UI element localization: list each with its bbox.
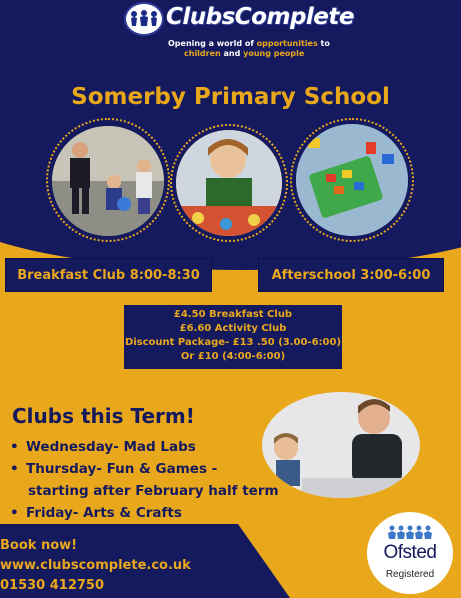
list-item: • Friday- Arts & Crafts [10, 502, 279, 524]
tagline-highlight: opportunities [256, 39, 318, 48]
book-now-cta: Book now! [0, 538, 78, 553]
building-blocks-photo [296, 124, 408, 236]
ofsted-wordmark: Ofsted [383, 542, 437, 563]
tagline-highlight: children [184, 49, 221, 58]
tagline-text: and [220, 49, 244, 58]
club-text: Wednesday- Mad Labs [26, 439, 196, 455]
list-item: • Wednesday- Mad Labs [10, 436, 279, 458]
phone-number: 01530 412750 [0, 578, 105, 593]
price-list [124, 305, 342, 369]
tagline-text: to [317, 39, 330, 48]
child-crafts-photo [176, 130, 282, 236]
website-link[interactable]: www.clubscomplete.co.uk [0, 558, 191, 573]
tagline-line-2 [184, 49, 304, 58]
brand-name: ClubsComplete [166, 4, 354, 30]
tagline-highlight: young people [243, 49, 305, 58]
list-item [10, 480, 279, 502]
children-badge-icon [124, 2, 164, 36]
clubs-list [10, 436, 279, 524]
list-item: • Thursday- Fun & Games - [10, 458, 279, 480]
ofsted-badge [367, 512, 453, 594]
price-line: Discount Package- £13 .50 (3.00-6:00) [124, 337, 342, 348]
club-text: Thursday- Fun & Games - [26, 461, 218, 477]
tagline-line-1 [168, 38, 330, 49]
school-title: Somerby Primary School [71, 84, 390, 110]
staff-with-child-photo [262, 392, 420, 498]
price-line: £6.60 Activity Club [179, 323, 287, 334]
contact-block [0, 536, 191, 596]
tagline-text: Opening a world of [168, 39, 257, 48]
club-text: Friday- Arts & Crafts [26, 505, 182, 521]
ofsted-status: Registered [385, 569, 435, 580]
children-outdoor-photo [52, 126, 164, 236]
clubs-heading: Clubs this Term! [12, 404, 195, 428]
breakfast-club-hours: Breakfast Club 8:00-8:30 [5, 258, 212, 292]
ofsted-figures-icon [387, 524, 433, 542]
afterschool-hours: Afterschool 3:00-6:00 [258, 258, 444, 292]
price-line: £4.50 Breakfast Club [173, 309, 293, 320]
club-continuation-text: starting after February half term [28, 483, 279, 499]
price-line: Or £10 (4:00-6:00) [180, 351, 286, 362]
